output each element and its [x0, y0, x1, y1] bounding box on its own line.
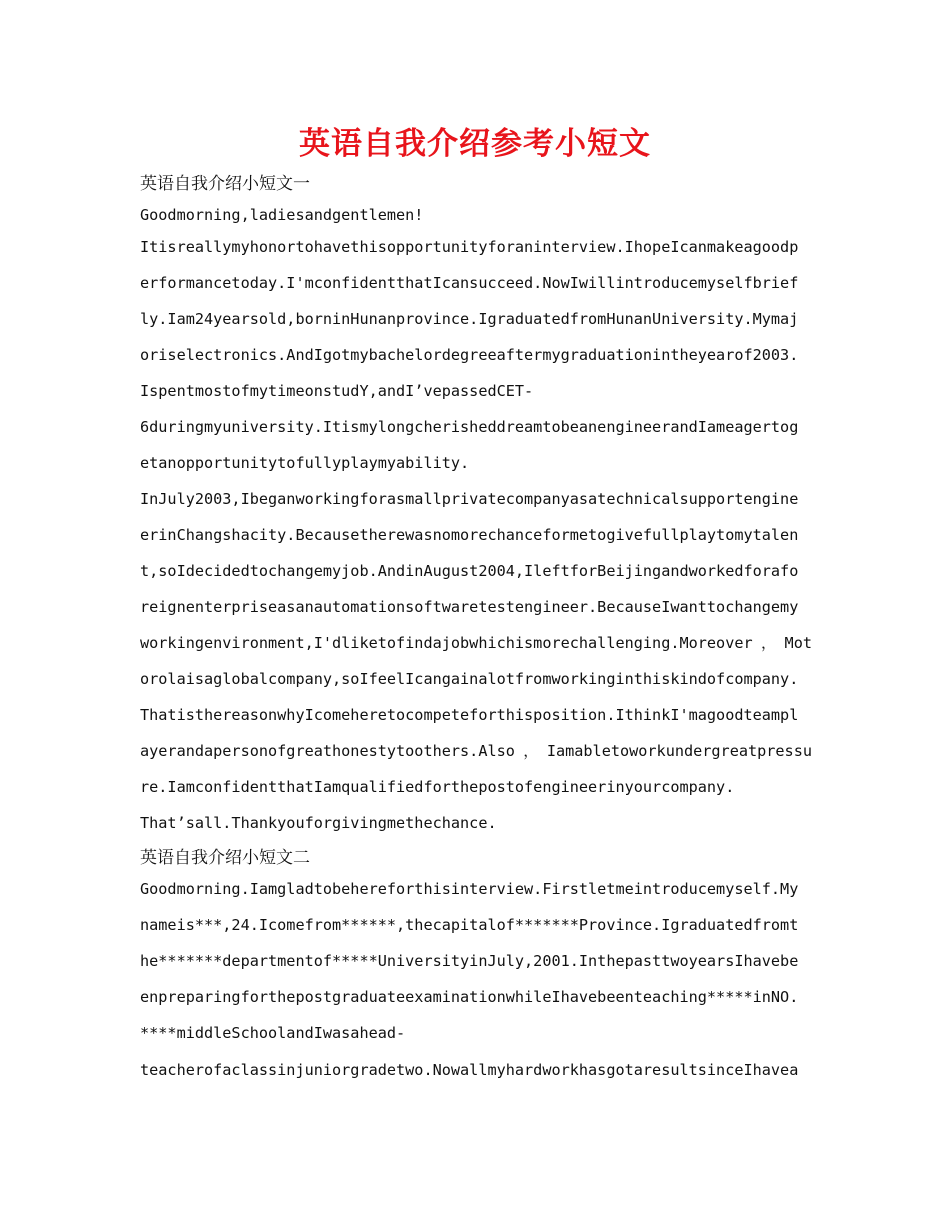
body-text-line: ****middleSchoolandIwasahead-	[140, 1024, 406, 1042]
body-text-line: Goodmorning.Iamgladtobehereforthisinterview.Firstletmeintroducemyself.My	[140, 880, 799, 898]
section-heading: 英语自我介绍小短文一	[140, 174, 310, 194]
body-text-line: t,soIdecidedtochangemyjob.AndinAugust2004,IleftforBeijingandworkedforafo	[140, 562, 799, 580]
document-title: 英语自我介绍参考小短文	[299, 126, 651, 162]
body-text-line: That’sall.Thankyouforgivingmethechance.	[140, 814, 497, 832]
body-text-line: erformancetoday.I'mconfidentthatIcansucceed.NowIwillintroducemyselfbrief	[140, 274, 799, 292]
body-text-line: oriselectronics.AndIgotmybachelordegreeaftermygraduationintheyearof2003.	[140, 346, 799, 364]
body-text-line: reignenterpriseasanautomationsoftwaretestengineer.BecauseIwanttochangemy	[140, 598, 799, 616]
body-text-line: Itisreallymyhonortohavethisopportunityforaninterview.IhopeIcanmakeagoodp	[140, 238, 799, 256]
body-text-line: 6duringmyuniversity.ItismylongcherisheddreamtobeanengineerandIameagertog	[140, 418, 799, 436]
body-text-line: re.IamconfidentthatIamqualifiedforthepostofengineerinyourcompany.	[140, 778, 735, 796]
body-text-line: he*******departmentof*****UniversityinJuly,2001.InthepasttwoyearsIhavebe	[140, 952, 799, 970]
body-text-line: InJuly2003,Ibeganworkingforasmallprivatecompanyasatechnicalsupportengine	[140, 490, 799, 508]
body-text-line: ayerandapersonofgreathonestytoothers.Also，Iamabletoworkundergreatpressu	[140, 742, 812, 760]
body-text-line: workingenvironment,I'dliketofindajobwhichismorechallenging.Moreover，Mot	[140, 634, 812, 652]
body-text-line: orolaisaglobalcompany,soIfeelIcangainalotfromworkinginthiskindofcompany.	[140, 670, 799, 688]
body-text-line: teacherofaclassinjuniorgradetwo.NowallmyhardworkhasgotaresultsinceIhavea	[140, 1061, 799, 1079]
body-text-line: Goodmorning,ladiesandgentlemen!	[140, 206, 424, 224]
body-text-line: enpreparingforthepostgraduateexaminationwhileIhavebeenteaching*****inNO.	[140, 988, 799, 1006]
body-text-line: nameis***,24.Icomefrom******,thecapitalof*******Province.Igraduatedfromt	[140, 916, 799, 934]
body-text-line: IspentmostofmytimeonstudY,andI’vepassedCET-	[140, 382, 534, 400]
body-text-line: ly.Iam24yearsold,borninHunanprovince.IgraduatedfromHunanUniversity.Mymaj	[140, 310, 799, 328]
body-text-line: ThatisthereasonwhyIcomeheretocompeteforthisposition.IthinkI'magoodteampl	[140, 706, 799, 724]
section-heading: 英语自我介绍小短文二	[140, 848, 310, 868]
body-text-line: erinChangshacity.Becausetherewasnomorechanceformetogivefullplaytomytalen	[140, 526, 799, 544]
body-text-line: etanopportunitytofullyplaymyability.	[140, 454, 470, 472]
